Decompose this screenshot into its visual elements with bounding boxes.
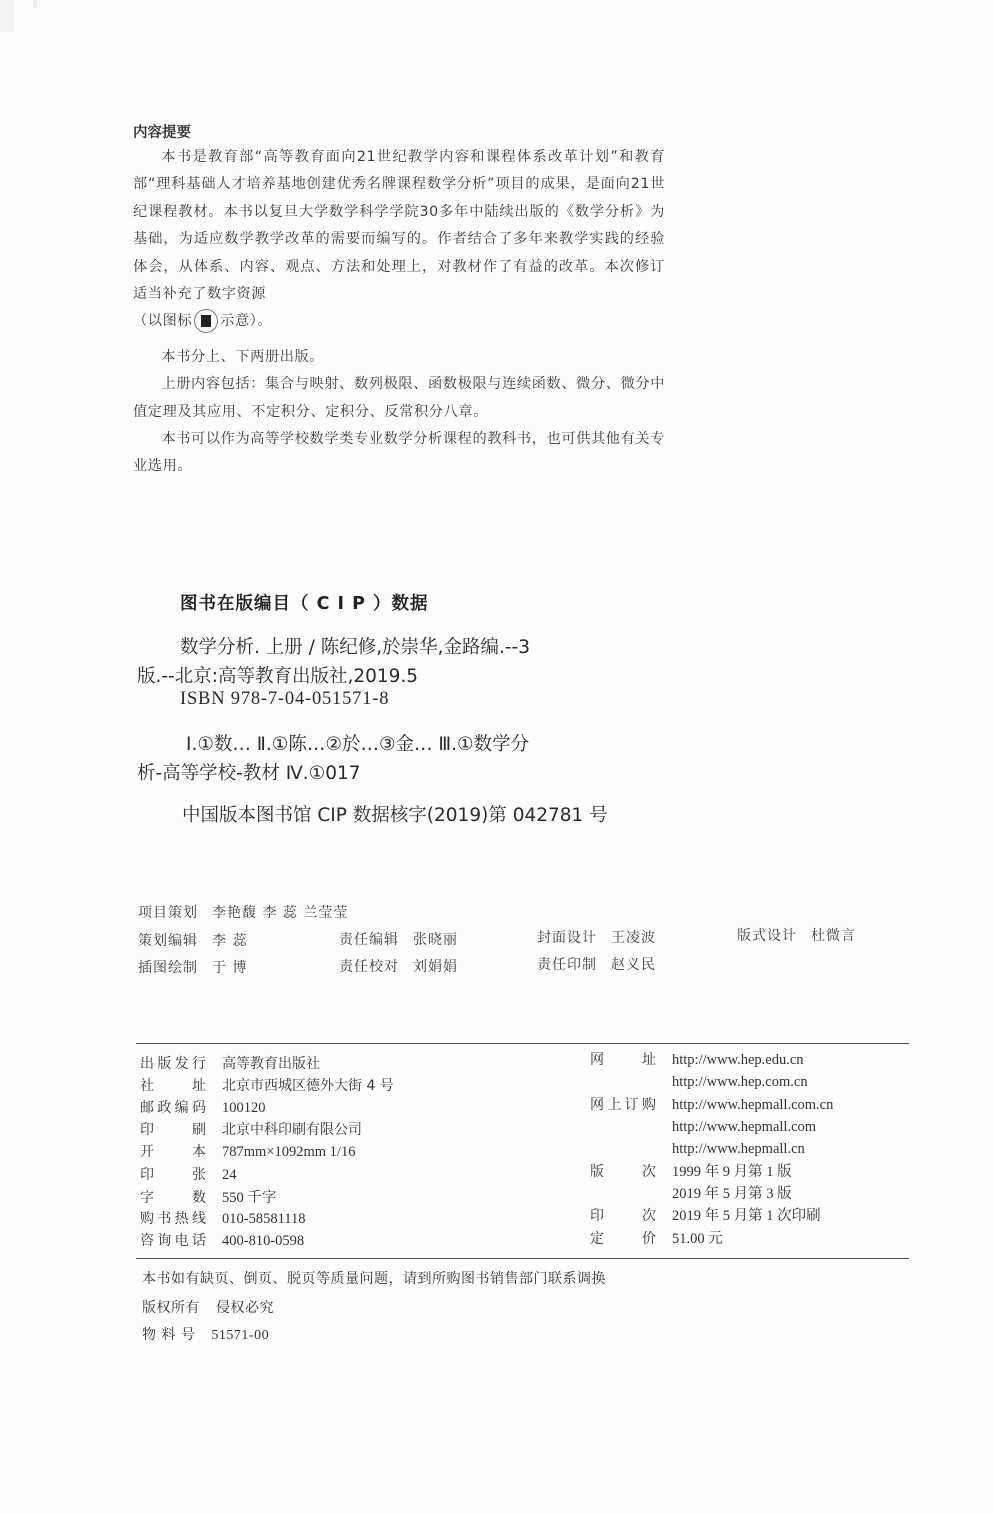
scan-artifact — [33, 0, 37, 8]
shop-link[interactable]: http://www.hepmall.cn — [672, 1141, 805, 1157]
imprint-purchase-hotline: 购书热线 010-58581118 — [140, 1211, 306, 1227]
material-number: 物 料 号 51571-00 — [142, 1327, 270, 1343]
credit-illustration: 插图绘制 于 博 — [138, 960, 248, 976]
imprint-edition-2: 2019 年 5 月第 3 版 — [672, 1186, 792, 1202]
scan-artifact — [0, 0, 14, 32]
imprint-edition: 版次 1999 年 9 月第 1 版 — [590, 1164, 792, 1180]
summary-paragraph-4: 本书可以作为高等学校数学类专业数学分析课程的教科书，也可供其他有关专业选用。 — [133, 431, 665, 475]
summary-paragraph-2: 本书分上、下两册出版。 — [161, 348, 325, 365]
divider-top — [136, 1043, 909, 1044]
imprint-website: 网址 http://www.hep.edu.cn — [590, 1052, 804, 1068]
quality-notice: 本书如有缺页、倒页、脱页等质量问题，请到所购图书销售部门联系调换 — [142, 1271, 606, 1287]
website-link[interactable]: http://www.hep.edu.cn — [672, 1052, 804, 1068]
imprint-format: 开本 787mm×1092mm 1/16 — [140, 1144, 356, 1160]
cip-line-2: 版.--北京:高等教育出版社,2019.5 — [137, 666, 419, 687]
imprint-price: 定价 51.00 元 — [590, 1231, 723, 1247]
credit-layout-design: 版式设计 杜微言 — [737, 928, 856, 944]
cip-classification-1: Ⅰ.①数… Ⅱ.①陈…②於…③金… Ⅲ.①数学分 — [186, 734, 530, 755]
shop-link[interactable]: http://www.hepmall.com.cn — [672, 1097, 834, 1113]
imprint-address: 社址 北京市西城区德外大街 4 号 — [140, 1078, 394, 1094]
cip-classification-2: 析-高等学校-教材 Ⅳ.①017 — [137, 763, 361, 784]
divider-bottom — [136, 1258, 909, 1259]
credit-project-planning: 项目策划 李艳馥 李 蕊 兰莹莹 — [138, 905, 349, 921]
imprint-printing: 印次 2019 年 5 月第 1 次印刷 — [590, 1208, 821, 1224]
cip-line-1: 数学分析. 上册 / 陈纪修,於崇华,金路编.--3 — [180, 637, 531, 658]
summary-icon-note: （以图标 示意）。 — [133, 308, 665, 335]
imprint-online-order-2 — [590, 1116, 816, 1136]
credit-cover-design: 封面设计 王凌波 — [537, 930, 656, 946]
summary-body — [133, 144, 665, 481]
copyright: 版权所有 侵权必究 — [142, 1300, 274, 1316]
shop-link[interactable]: http://www.hepmall.com — [672, 1119, 817, 1135]
imprint-publisher: 出版发行 高等教育出版社 — [140, 1056, 320, 1072]
cip-title: 图书在版编目（ C I P ）数据 — [180, 594, 429, 614]
imprint-printer: 印刷 北京中科印刷有限公司 — [140, 1122, 362, 1138]
digital-resource-icon — [194, 309, 218, 333]
summary-paragraph-3: 上册内容包括：集合与映射、数列极限、函数极限与连续函数、微分、微分中值定理及其应用、不定积分、定积分、反常积分八章。 — [133, 376, 665, 420]
credit-print-supervisor: 责任印制 赵义民 — [537, 957, 656, 973]
summary-paragraph-1: 本书是教育部“高等教育面向21世纪教学内容和课程体系改革计划”和教育部“理科基础人才培养基地创建优秀名牌课程数学分析”项目的成果，是面向21世纪课程教材。本书以复旦大学数学科学学院30多年中陆续出版的《数学分析》为基础，为适应数学教学改革的需要而编写的。作者结合了多年来教学实践的经验体会，从体系、内容、观点、方法和处理上，对教材作了有益的改革。本次修订适当补充了数字资源 — [133, 149, 665, 303]
imprint-postcode: 邮政编码 100120 — [140, 1100, 266, 1116]
credit-proofreader: 责任校对 刘娟娟 — [339, 959, 458, 975]
imprint-online-order-3 — [590, 1138, 805, 1158]
cip-isbn: ISBN 978-7-04-051571-8 — [180, 689, 390, 709]
credit-planning-editor: 策划编辑 李 蕊 — [138, 933, 248, 949]
imprint-online-order: 网上订购 http://www.hepmall.com.cn — [590, 1097, 834, 1113]
credit-responsible-editor: 责任编辑 张晓丽 — [339, 932, 458, 948]
imprint-word-count: 字数 550 千字 — [140, 1190, 277, 1206]
imprint-sheets: 印张 24 — [140, 1167, 237, 1183]
cip-approval-number: 中国版本图书馆 CIP 数据核字(2019)第 042781 号 — [182, 805, 608, 826]
website-link[interactable]: http://www.hep.com.cn — [672, 1074, 808, 1090]
summary-title: 内容提要 — [133, 125, 191, 141]
imprint-website-2 — [590, 1071, 808, 1091]
imprint-inquiry-phone: 咨询电话 400-810-0598 — [140, 1233, 305, 1249]
